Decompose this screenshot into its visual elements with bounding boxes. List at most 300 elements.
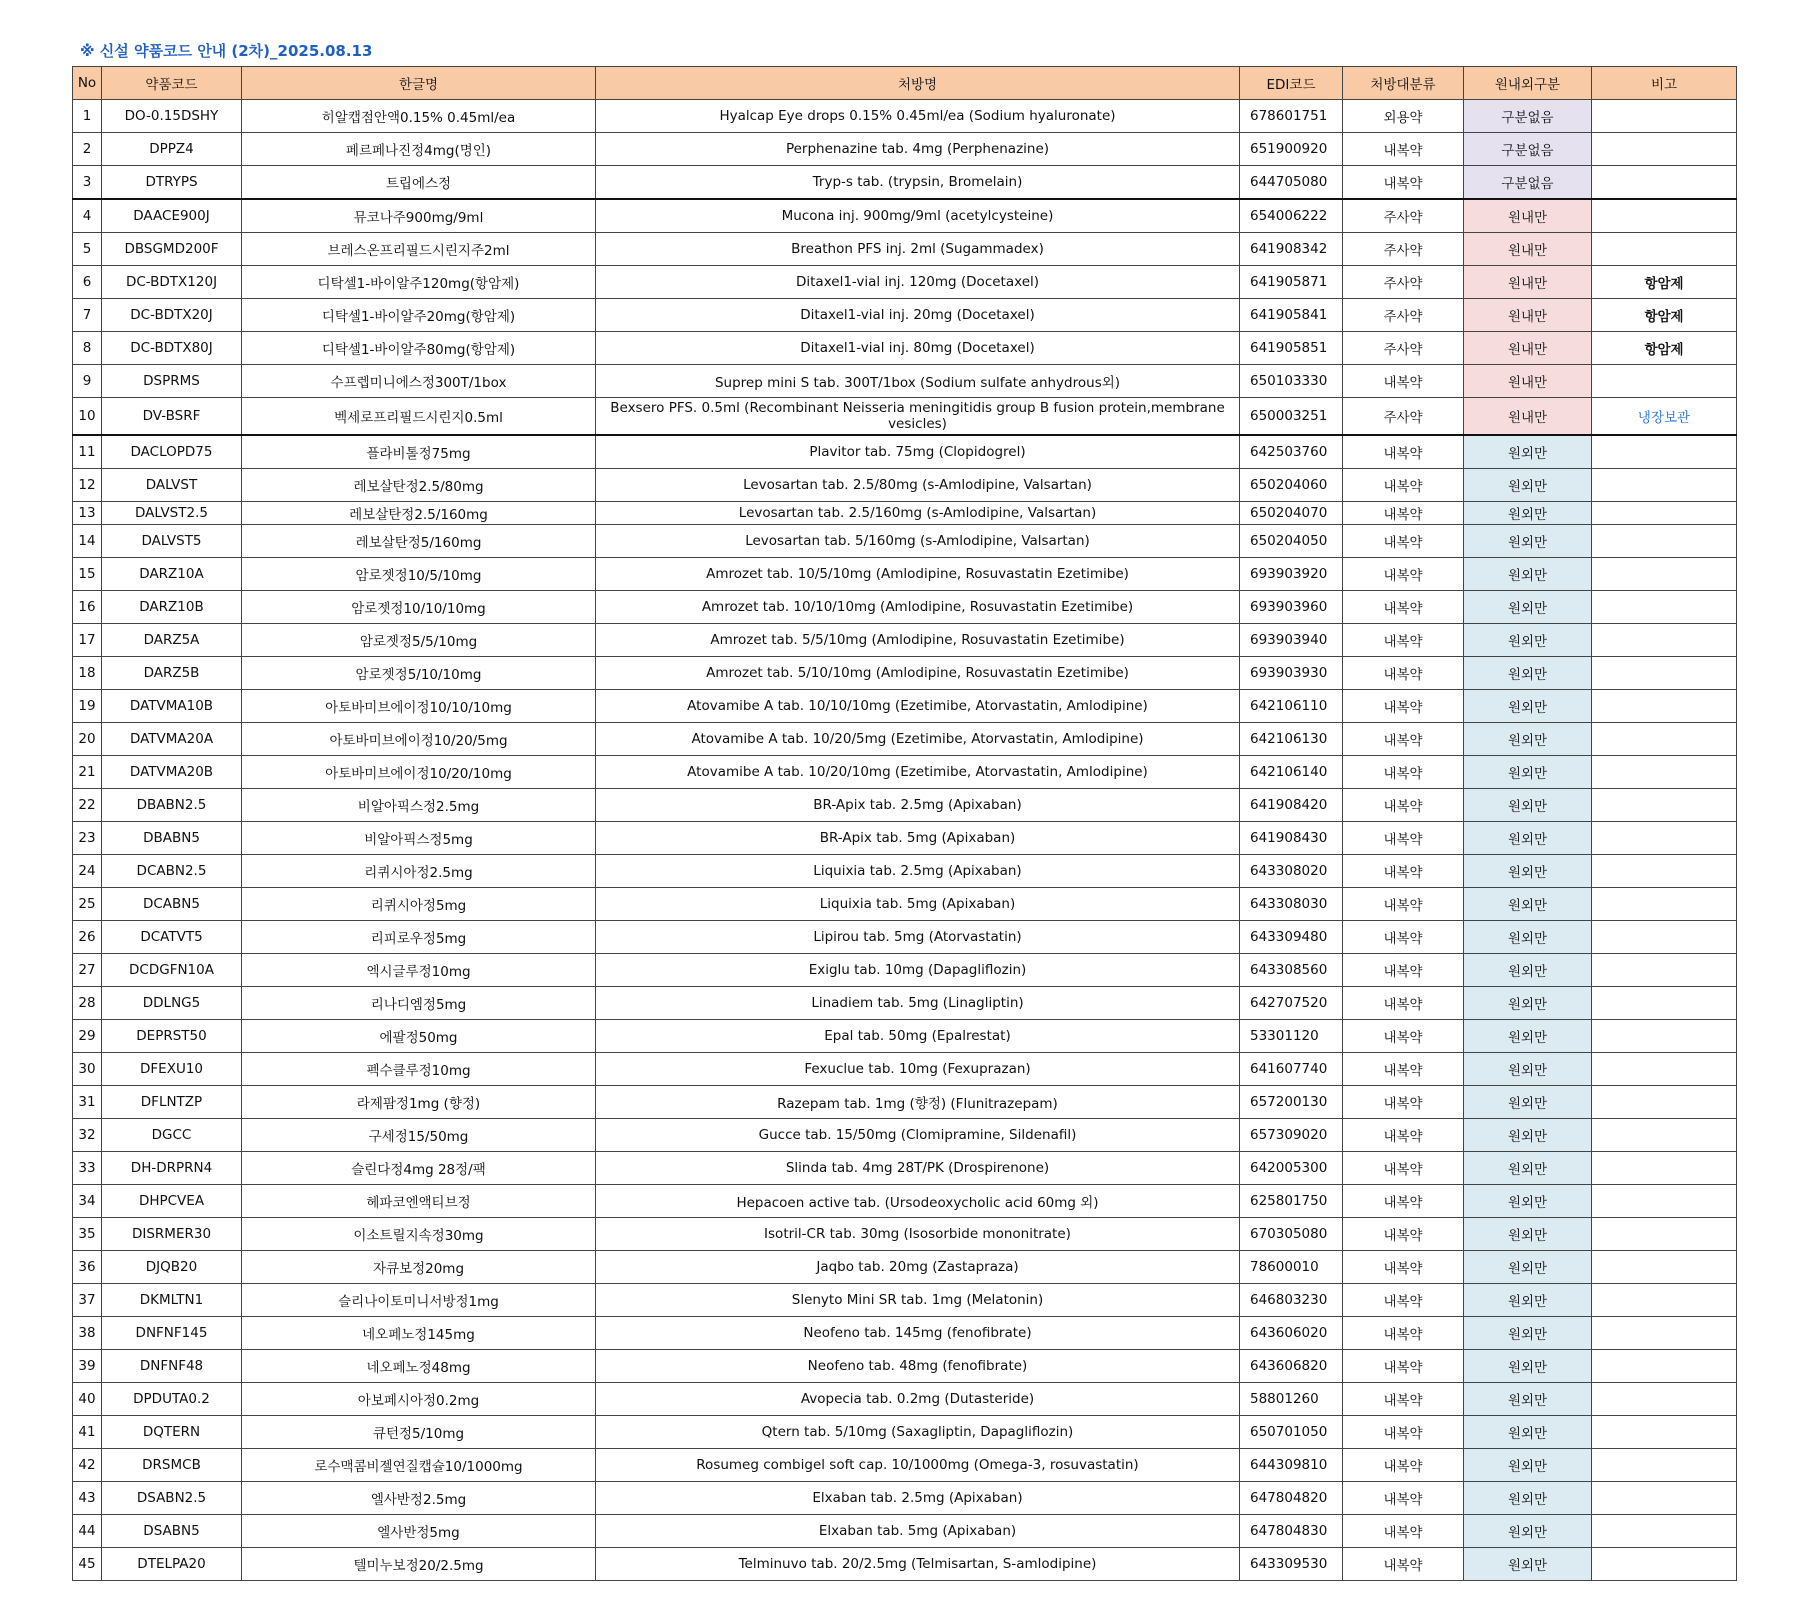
cell-no: 27 <box>73 954 102 987</box>
cell-note <box>1592 525 1737 558</box>
cell-edi-code: 650701050 <box>1240 1416 1343 1449</box>
cell-korean-name: 엑시글루정10mg <box>242 954 596 987</box>
cell-category: 내복약 <box>1343 1053 1464 1086</box>
table-row <box>73 1383 1737 1416</box>
cell-drug-code: DALVST2.5 <box>102 502 242 525</box>
cell-note <box>1592 756 1737 789</box>
cell-edi-code: 693903930 <box>1240 657 1343 690</box>
cell-edi-code: 642707520 <box>1240 987 1343 1020</box>
table-row <box>73 954 1737 987</box>
cell-no: 45 <box>73 1548 102 1581</box>
cell-edi-code: 78600010 <box>1240 1251 1343 1284</box>
cell-prescription-name: Neofeno tab. 145mg (fenofibrate) <box>596 1317 1240 1350</box>
cell-korean-name: 슬리나이토미니서방정1mg <box>242 1284 596 1317</box>
table-row <box>73 888 1737 921</box>
cell-category: 내복약 <box>1343 954 1464 987</box>
cell-korean-name: 암로젯정5/10/10mg <box>242 657 596 690</box>
table-row <box>73 199 1737 233</box>
cell-korean-name: 네오페노정48mg <box>242 1350 596 1383</box>
cell-category: 주사약 <box>1343 266 1464 299</box>
cell-note <box>1592 690 1737 723</box>
cell-note <box>1592 1548 1737 1581</box>
cell-korean-name: 로수맥콤비젤연질캡슐10/1000mg <box>242 1449 596 1482</box>
table-row <box>73 921 1737 954</box>
cell-drug-code: DALVST <box>102 469 242 502</box>
table-row <box>73 1152 1737 1185</box>
cell-note <box>1592 166 1737 200</box>
table-header-row <box>73 67 1737 100</box>
cell-drug-code: DATVMA20B <box>102 756 242 789</box>
table-row <box>73 1449 1737 1482</box>
table-row <box>73 657 1737 690</box>
cell-prescription-name: Razepam tab. 1mg (향정) (Flunitrazepam) <box>596 1086 1240 1119</box>
cell-korean-name: 헤파코엔액티브정 <box>242 1185 596 1218</box>
cell-korean-name: 히알캡점안액0.15% 0.45ml/ea <box>242 100 596 133</box>
table-row <box>73 266 1737 299</box>
cell-drug-code: DSABN2.5 <box>102 1482 242 1515</box>
table-row <box>73 1317 1737 1350</box>
cell-in-out: 원외만 <box>1464 1020 1592 1053</box>
cell-note <box>1592 888 1737 921</box>
cell-note <box>1592 1482 1737 1515</box>
cell-drug-code: DTRYPS <box>102 166 242 200</box>
cell-no: 35 <box>73 1218 102 1251</box>
cell-korean-name: 뮤코나주900mg/9ml <box>242 199 596 233</box>
cell-korean-name: 벡세로프리필드시린지0.5ml <box>242 398 596 436</box>
cell-category: 주사약 <box>1343 299 1464 332</box>
cell-edi-code: 642005300 <box>1240 1152 1343 1185</box>
cell-in-out: 원외만 <box>1464 1053 1592 1086</box>
cell-in-out: 원외만 <box>1464 855 1592 888</box>
cell-no: 12 <box>73 469 102 502</box>
table-row <box>73 100 1737 133</box>
cell-no: 44 <box>73 1515 102 1548</box>
cell-category: 내복약 <box>1343 1383 1464 1416</box>
cell-edi-code: 643308030 <box>1240 888 1343 921</box>
cell-edi-code: 641607740 <box>1240 1053 1343 1086</box>
cell-note <box>1592 100 1737 133</box>
cell-prescription-name: Amrozet tab. 10/5/10mg (Amlodipine, Rosuvastatin Ezetimibe) <box>596 558 1240 591</box>
cell-category: 내복약 <box>1343 1185 1464 1218</box>
cell-note <box>1592 954 1737 987</box>
cell-no: 3 <box>73 166 102 200</box>
cell-note <box>1592 855 1737 888</box>
cell-category: 내복약 <box>1343 166 1464 200</box>
cell-note <box>1592 1020 1737 1053</box>
cell-note <box>1592 723 1737 756</box>
cell-no: 26 <box>73 921 102 954</box>
cell-edi-code: 678601751 <box>1240 100 1343 133</box>
cell-korean-name: 이소트릴지속정30mg <box>242 1218 596 1251</box>
cell-edi-code: 641908430 <box>1240 822 1343 855</box>
cell-in-out: 원외만 <box>1464 1383 1592 1416</box>
cell-edi-code: 641908342 <box>1240 233 1343 266</box>
cell-no: 9 <box>73 365 102 398</box>
cell-no: 37 <box>73 1284 102 1317</box>
cell-prescription-name: Qtern tab. 5/10mg (Saxagliptin, Dapagliflozin) <box>596 1416 1240 1449</box>
cell-prescription-name: Gucce tab. 15/50mg (Clomipramine, Sildenafil) <box>596 1119 1240 1152</box>
cell-category: 내복약 <box>1343 591 1464 624</box>
cell-no: 33 <box>73 1152 102 1185</box>
cell-korean-name: 페르페나진정4mg(명인) <box>242 133 596 166</box>
cell-drug-code: DQTERN <box>102 1416 242 1449</box>
cell-category: 내복약 <box>1343 469 1464 502</box>
cell-in-out: 원외만 <box>1464 1086 1592 1119</box>
cell-edi-code: 650204070 <box>1240 502 1343 525</box>
cell-no: 13 <box>73 502 102 525</box>
cell-category: 내복약 <box>1343 1020 1464 1053</box>
table-row <box>73 233 1737 266</box>
cell-edi-code: 693903920 <box>1240 558 1343 591</box>
cell-note <box>1592 1152 1737 1185</box>
cell-korean-name: 아토바미브에이정10/20/5mg <box>242 723 596 756</box>
cell-no: 28 <box>73 987 102 1020</box>
cell-korean-name: 펙수클루정10mg <box>242 1053 596 1086</box>
cell-in-out: 원외만 <box>1464 435 1592 469</box>
cell-prescription-name: Linadiem tab. 5mg (Linagliptin) <box>596 987 1240 1020</box>
cell-prescription-name: Fexuclue tab. 10mg (Fexuprazan) <box>596 1053 1240 1086</box>
cell-in-out: 원내만 <box>1464 365 1592 398</box>
cell-drug-code: DKMLTN1 <box>102 1284 242 1317</box>
cell-note <box>1592 1449 1737 1482</box>
cell-drug-code: DHPCVEA <box>102 1185 242 1218</box>
header-edi-code: EDI코드 <box>1240 67 1343 100</box>
cell-category: 내복약 <box>1343 525 1464 558</box>
cell-note <box>1592 921 1737 954</box>
cell-korean-name: 라제팜정1mg (향정) <box>242 1086 596 1119</box>
cell-drug-code: DSPRMS <box>102 365 242 398</box>
table-row <box>73 558 1737 591</box>
cell-category: 내복약 <box>1343 1152 1464 1185</box>
cell-category: 내복약 <box>1343 502 1464 525</box>
cell-drug-code: DCABN5 <box>102 888 242 921</box>
cell-prescription-name: Avopecia tab. 0.2mg (Dutasteride) <box>596 1383 1240 1416</box>
cell-edi-code: 644705080 <box>1240 166 1343 200</box>
cell-note <box>1592 1119 1737 1152</box>
cell-drug-code: DARZ5B <box>102 657 242 690</box>
cell-category: 내복약 <box>1343 1119 1464 1152</box>
cell-no: 22 <box>73 789 102 822</box>
cell-prescription-name: Lipirou tab. 5mg (Atorvastatin) <box>596 921 1240 954</box>
cell-no: 8 <box>73 332 102 365</box>
cell-korean-name: 디탁셀1-바이알주120mg(항암제) <box>242 266 596 299</box>
cell-korean-name: 리피로우정5mg <box>242 921 596 954</box>
cell-prescription-name: Breathon PFS inj. 2ml (Sugammadex) <box>596 233 1240 266</box>
table-row <box>73 1020 1737 1053</box>
cell-no: 32 <box>73 1119 102 1152</box>
cell-korean-name: 레보살탄정5/160mg <box>242 525 596 558</box>
cell-no: 29 <box>73 1020 102 1053</box>
cell-edi-code: 657309020 <box>1240 1119 1343 1152</box>
table-row <box>73 365 1737 398</box>
cell-korean-name: 아토바미브에이정10/20/10mg <box>242 756 596 789</box>
cell-in-out: 구분없음 <box>1464 166 1592 200</box>
cell-prescription-name: Mucona inj. 900mg/9ml (acetylcysteine) <box>596 199 1240 233</box>
cell-in-out: 원내만 <box>1464 332 1592 365</box>
table-row <box>73 1053 1737 1086</box>
cell-edi-code: 641905871 <box>1240 266 1343 299</box>
cell-in-out: 원내만 <box>1464 233 1592 266</box>
cell-edi-code: 650204060 <box>1240 469 1343 502</box>
cell-prescription-name: Liquixia tab. 2.5mg (Apixaban) <box>596 855 1240 888</box>
cell-category: 내복약 <box>1343 789 1464 822</box>
cell-in-out: 원외만 <box>1464 558 1592 591</box>
cell-no: 42 <box>73 1449 102 1482</box>
cell-in-out: 원외만 <box>1464 1119 1592 1152</box>
cell-in-out: 원외만 <box>1464 888 1592 921</box>
cell-drug-code: DGCC <box>102 1119 242 1152</box>
cell-category: 외용약 <box>1343 100 1464 133</box>
cell-category: 내복약 <box>1343 1515 1464 1548</box>
cell-korean-name: 리나디엠정5mg <box>242 987 596 1020</box>
cell-in-out: 원외만 <box>1464 921 1592 954</box>
cell-drug-code: DC-BDTX120J <box>102 266 242 299</box>
cell-edi-code: 670305080 <box>1240 1218 1343 1251</box>
cell-in-out: 원외만 <box>1464 987 1592 1020</box>
cell-edi-code: 650003251 <box>1240 398 1343 436</box>
cell-note <box>1592 1251 1737 1284</box>
cell-category: 내복약 <box>1343 558 1464 591</box>
cell-edi-code: 642106110 <box>1240 690 1343 723</box>
table-row <box>73 1119 1737 1152</box>
cell-edi-code: 644309810 <box>1240 1449 1343 1482</box>
table-row <box>73 855 1737 888</box>
cell-no: 16 <box>73 591 102 624</box>
cell-drug-code: DACLOPD75 <box>102 435 242 469</box>
cell-drug-code: DJQB20 <box>102 1251 242 1284</box>
cell-no: 18 <box>73 657 102 690</box>
cell-no: 17 <box>73 624 102 657</box>
table-row <box>73 822 1737 855</box>
cell-edi-code: 58801260 <box>1240 1383 1343 1416</box>
cell-drug-code: DCABN2.5 <box>102 855 242 888</box>
table-row <box>73 525 1737 558</box>
cell-no: 25 <box>73 888 102 921</box>
cell-drug-code: DO-0.15DSHY <box>102 100 242 133</box>
cell-in-out: 원외만 <box>1464 657 1592 690</box>
cell-korean-name: 암로젯정10/10/10mg <box>242 591 596 624</box>
cell-category: 내복약 <box>1343 690 1464 723</box>
table-row <box>73 1086 1737 1119</box>
cell-edi-code: 647804830 <box>1240 1515 1343 1548</box>
cell-edi-code: 642106140 <box>1240 756 1343 789</box>
cell-drug-code: DC-BDTX20J <box>102 299 242 332</box>
cell-prescription-name: Amrozet tab. 5/10/10mg (Amlodipine, Rosuvastatin Ezetimibe) <box>596 657 1240 690</box>
cell-prescription-name: Tryp-s tab. (trypsin, Bromelain) <box>596 166 1240 200</box>
table-row <box>73 591 1737 624</box>
cell-drug-code: DISRMER30 <box>102 1218 242 1251</box>
cell-category: 내복약 <box>1343 1449 1464 1482</box>
cell-category: 내복약 <box>1343 1416 1464 1449</box>
table-row <box>73 1284 1737 1317</box>
cell-korean-name: 수프렙미니에스정300T/1box <box>242 365 596 398</box>
header-category: 처방대분류 <box>1343 67 1464 100</box>
table-row <box>73 1416 1737 1449</box>
cell-korean-name: 리퀴시아정5mg <box>242 888 596 921</box>
cell-note <box>1592 233 1737 266</box>
cell-no: 21 <box>73 756 102 789</box>
cell-edi-code: 642106130 <box>1240 723 1343 756</box>
cell-in-out: 구분없음 <box>1464 133 1592 166</box>
cell-note <box>1592 1086 1737 1119</box>
table-row <box>73 398 1737 436</box>
cell-drug-code: DATVMA10B <box>102 690 242 723</box>
cell-in-out: 원외만 <box>1464 1548 1592 1581</box>
cell-prescription-name: Rosumeg combigel soft cap. 10/1000mg (Omega-3, rosuvastatin) <box>596 1449 1240 1482</box>
cell-edi-code: 650204050 <box>1240 525 1343 558</box>
cell-drug-code: DFLNTZP <box>102 1086 242 1119</box>
cell-in-out: 원외만 <box>1464 789 1592 822</box>
header-note: 비고 <box>1592 67 1737 100</box>
cell-edi-code: 641908420 <box>1240 789 1343 822</box>
cell-no: 11 <box>73 435 102 469</box>
cell-drug-code: DPPZ4 <box>102 133 242 166</box>
cell-prescription-name: Ditaxel1-vial inj. 20mg (Docetaxel) <box>596 299 1240 332</box>
cell-prescription-name: Perphenazine tab. 4mg (Perphenazine) <box>596 133 1240 166</box>
cell-category: 내복약 <box>1343 1284 1464 1317</box>
cell-prescription-name: Levosartan tab. 5/160mg (s-Amlodipine, Valsartan) <box>596 525 1240 558</box>
cell-drug-code: DRSMCB <box>102 1449 242 1482</box>
cell-prescription-name: Hepacoen active tab. (Ursodeoxycholic acid 60mg 외) <box>596 1185 1240 1218</box>
cell-no: 1 <box>73 100 102 133</box>
table-row <box>73 133 1737 166</box>
cell-korean-name: 엘사반정5mg <box>242 1515 596 1548</box>
cell-korean-name: 브레스온프리필드시린지주2ml <box>242 233 596 266</box>
cell-edi-code: 53301120 <box>1240 1020 1343 1053</box>
cell-drug-code: DCATVT5 <box>102 921 242 954</box>
cell-prescription-name: Levosartan tab. 2.5/160mg (s-Amlodipine, Valsartan) <box>596 502 1240 525</box>
cell-note <box>1592 1053 1737 1086</box>
cell-korean-name: 자큐보정20mg <box>242 1251 596 1284</box>
cell-edi-code: 643308020 <box>1240 855 1343 888</box>
cell-prescription-name: Atovamibe A tab. 10/10/10mg (Ezetimibe, Atorvastatin, Amlodipine) <box>596 690 1240 723</box>
cell-drug-code: DSABN5 <box>102 1515 242 1548</box>
cell-in-out: 원외만 <box>1464 822 1592 855</box>
cell-drug-code: DARZ10B <box>102 591 242 624</box>
cell-edi-code: 625801750 <box>1240 1185 1343 1218</box>
cell-category: 내복약 <box>1343 1317 1464 1350</box>
cell-drug-code: DALVST5 <box>102 525 242 558</box>
cell-note <box>1592 789 1737 822</box>
cell-in-out: 원외만 <box>1464 1251 1592 1284</box>
cell-prescription-name: Ditaxel1-vial inj. 80mg (Docetaxel) <box>596 332 1240 365</box>
header-in-out: 원내외구분 <box>1464 67 1592 100</box>
cell-drug-code: DAACE900J <box>102 199 242 233</box>
cell-no: 39 <box>73 1350 102 1383</box>
cell-category: 내복약 <box>1343 1482 1464 1515</box>
cell-edi-code: 641905841 <box>1240 299 1343 332</box>
cell-category: 내복약 <box>1343 723 1464 756</box>
cell-drug-code: DCDGFN10A <box>102 954 242 987</box>
cell-edi-code: 643606820 <box>1240 1350 1343 1383</box>
cell-in-out: 원외만 <box>1464 1350 1592 1383</box>
cell-korean-name: 플라비톨정75mg <box>242 435 596 469</box>
cell-in-out: 원내만 <box>1464 266 1592 299</box>
cell-note: 냉장보관 <box>1592 398 1737 436</box>
cell-korean-name: 디탁셀1-바이알주80mg(항암제) <box>242 332 596 365</box>
cell-drug-code: DBABN5 <box>102 822 242 855</box>
table-row <box>73 435 1737 469</box>
cell-prescription-name: Suprep mini S tab. 300T/1box (Sodium sulfate anhydrous외) <box>596 365 1240 398</box>
cell-no: 6 <box>73 266 102 299</box>
cell-note: 항암제 <box>1592 332 1737 365</box>
cell-edi-code: 651900920 <box>1240 133 1343 166</box>
header-drug-code: 약품코드 <box>102 67 242 100</box>
cell-prescription-name: Liquixia tab. 5mg (Apixaban) <box>596 888 1240 921</box>
table-row <box>73 166 1737 200</box>
cell-drug-code: DBABN2.5 <box>102 789 242 822</box>
cell-prescription-name: Slenyto Mini SR tab. 1mg (Melatonin) <box>596 1284 1240 1317</box>
cell-in-out: 원외만 <box>1464 1515 1592 1548</box>
cell-in-out: 원외만 <box>1464 525 1592 558</box>
cell-prescription-name: Plavitor tab. 75mg (Clopidogrel) <box>596 435 1240 469</box>
cell-no: 15 <box>73 558 102 591</box>
cell-edi-code: 642503760 <box>1240 435 1343 469</box>
cell-drug-code: DFEXU10 <box>102 1053 242 1086</box>
cell-note <box>1592 1515 1737 1548</box>
cell-note <box>1592 1317 1737 1350</box>
cell-prescription-name: Slinda tab. 4mg 28T/PK (Drospirenone) <box>596 1152 1240 1185</box>
cell-prescription-name: BR-Apix tab. 2.5mg (Apixaban) <box>596 789 1240 822</box>
cell-note <box>1592 987 1737 1020</box>
cell-note <box>1592 591 1737 624</box>
cell-drug-code: DBSGMD200F <box>102 233 242 266</box>
cell-edi-code: 643308560 <box>1240 954 1343 987</box>
cell-korean-name: 비알아픽스정2.5mg <box>242 789 596 822</box>
cell-korean-name: 암로젯정5/5/10mg <box>242 624 596 657</box>
cell-note <box>1592 657 1737 690</box>
cell-edi-code: 657200130 <box>1240 1086 1343 1119</box>
cell-drug-code: DEPRST50 <box>102 1020 242 1053</box>
cell-drug-code: DNFNF48 <box>102 1350 242 1383</box>
cell-in-out: 원외만 <box>1464 954 1592 987</box>
cell-prescription-name: Bexsero PFS. 0.5ml (Recombinant Neisseria meningitidis group B fusion protein,membrane vesicles) <box>596 398 1240 436</box>
cell-in-out: 원외만 <box>1464 502 1592 525</box>
table-row <box>73 1251 1737 1284</box>
cell-prescription-name: Ditaxel1-vial inj. 120mg (Docetaxel) <box>596 266 1240 299</box>
cell-no: 5 <box>73 233 102 266</box>
cell-korean-name: 큐턴정5/10mg <box>242 1416 596 1449</box>
cell-category: 내복약 <box>1343 1218 1464 1251</box>
cell-note <box>1592 469 1737 502</box>
table-row <box>73 299 1737 332</box>
cell-korean-name: 아토바미브에이정10/10/10mg <box>242 690 596 723</box>
cell-prescription-name: Amrozet tab. 10/10/10mg (Amlodipine, Rosuvastatin Ezetimibe) <box>596 591 1240 624</box>
table-row <box>73 723 1737 756</box>
cell-drug-code: DH-DRPRN4 <box>102 1152 242 1185</box>
cell-prescription-name: Elxaban tab. 2.5mg (Apixaban) <box>596 1482 1240 1515</box>
cell-note <box>1592 502 1737 525</box>
cell-korean-name: 텔미누보정20/2.5mg <box>242 1548 596 1581</box>
table-row <box>73 1218 1737 1251</box>
cell-korean-name: 트립에스정 <box>242 166 596 200</box>
cell-drug-code: DPDUTA0.2 <box>102 1383 242 1416</box>
cell-prescription-name: BR-Apix tab. 5mg (Apixaban) <box>596 822 1240 855</box>
cell-edi-code: 646803230 <box>1240 1284 1343 1317</box>
cell-note <box>1592 822 1737 855</box>
cell-in-out: 원외만 <box>1464 1185 1592 1218</box>
header-korean-name: 한글명 <box>242 67 596 100</box>
cell-drug-code: DDLNG5 <box>102 987 242 1020</box>
cell-note: 항암제 <box>1592 299 1737 332</box>
cell-no: 34 <box>73 1185 102 1218</box>
cell-note <box>1592 1185 1737 1218</box>
cell-category: 내복약 <box>1343 435 1464 469</box>
cell-note <box>1592 435 1737 469</box>
header-prescription-name: 처방명 <box>596 67 1240 100</box>
cell-note <box>1592 1350 1737 1383</box>
cell-no: 31 <box>73 1086 102 1119</box>
